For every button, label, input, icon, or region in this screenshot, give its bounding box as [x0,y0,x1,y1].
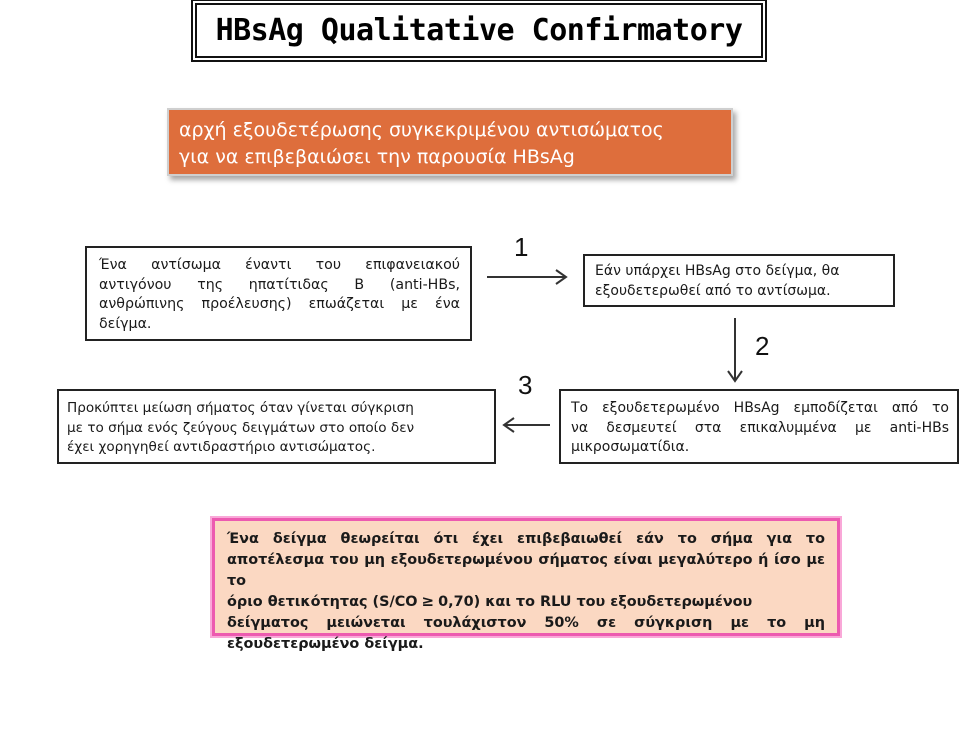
conclusion-line-5: εξουδετερωμένο δείγμα. [227,635,424,652]
conclusion-line-2: αποτέλεσμα του μη εξουδετερωμένου σήματος είναι μεγαλύτερο ή ίσο με το [227,551,825,589]
arrow-down-icon [728,318,742,381]
principle-line-2: για να επιβεβαιώσει την παρουσία HBsAg [179,146,575,168]
page-title: HBsAg Qualitative Confirmatory [215,13,743,48]
step-neutralization-line-1: Εάν υπάρχει HBsAg στο δείγμα, θα [595,263,840,279]
step-incubation-line-2: αντιγόνου της ηπατίτιδας Β (anti-HBs, [99,276,460,293]
step-incubation-line-3: ανθρώπινης προέλευσης) επωάζεται με ένα [99,296,460,312]
step-blocked-binding-line-2: να δεσμευτεί στα επικαλυμμένα με anti-HBs [571,419,949,436]
arrow-right-icon [487,270,566,284]
step-neutralization-line-2: εξουδετερωθεί από το αντίσωμα. [595,282,831,299]
conclusion-box [212,518,840,652]
conclusion-line-3-part-b: 0,70) και το RLU του εξουδετερωμένου [438,594,753,611]
conclusion-line-3-part-a: όριο θετικότητας (S/CO [227,594,418,611]
step-incubation-line-1: Ένα αντίσωμα έναντι του επιφανειακού [99,257,460,273]
step-signal-reduction-line-1: Προκύπτει μείωση σήματος όταν γίνεται σύγκριση [67,400,414,416]
step-incubation-line-4: δείγμα. [99,315,152,332]
step-number-1: 1 [514,232,529,262]
conclusion-line-3 [227,591,825,613]
principle-line-1: αρχή εξουδετέρωσης συγκεκριμένου αντισώματος [179,119,664,141]
step-number-2: 2 [755,331,770,361]
arrow-left-icon [504,418,550,432]
step-number-3: 3 [518,370,533,400]
greater-equal-symbol: ≥ [421,592,435,611]
conclusion-line-1: Ένα δείγμα θεωρείται ότι έχει επιβεβαιωθεί εάν το σήμα για το [227,531,825,547]
step-signal-reduction-line-2: με το σήμα ενός ζεύγους δειγμάτων στο οποίο δεν [67,419,415,436]
step-signal-reduction-line-3: έχει χορηγηθεί αντιδραστήριο αντισώματος. [67,439,376,455]
step-blocked-binding-line-1: Το εξουδετερωμένο HBsAg εμποδίζεται από το [571,400,949,416]
step-blocked-binding-line-3: μικροσωματίδια. [571,439,690,455]
conclusion-line-4: δείγματος μειώνεται τουλάχιστον 50% σε σύγκριση με το μη [227,615,825,632]
